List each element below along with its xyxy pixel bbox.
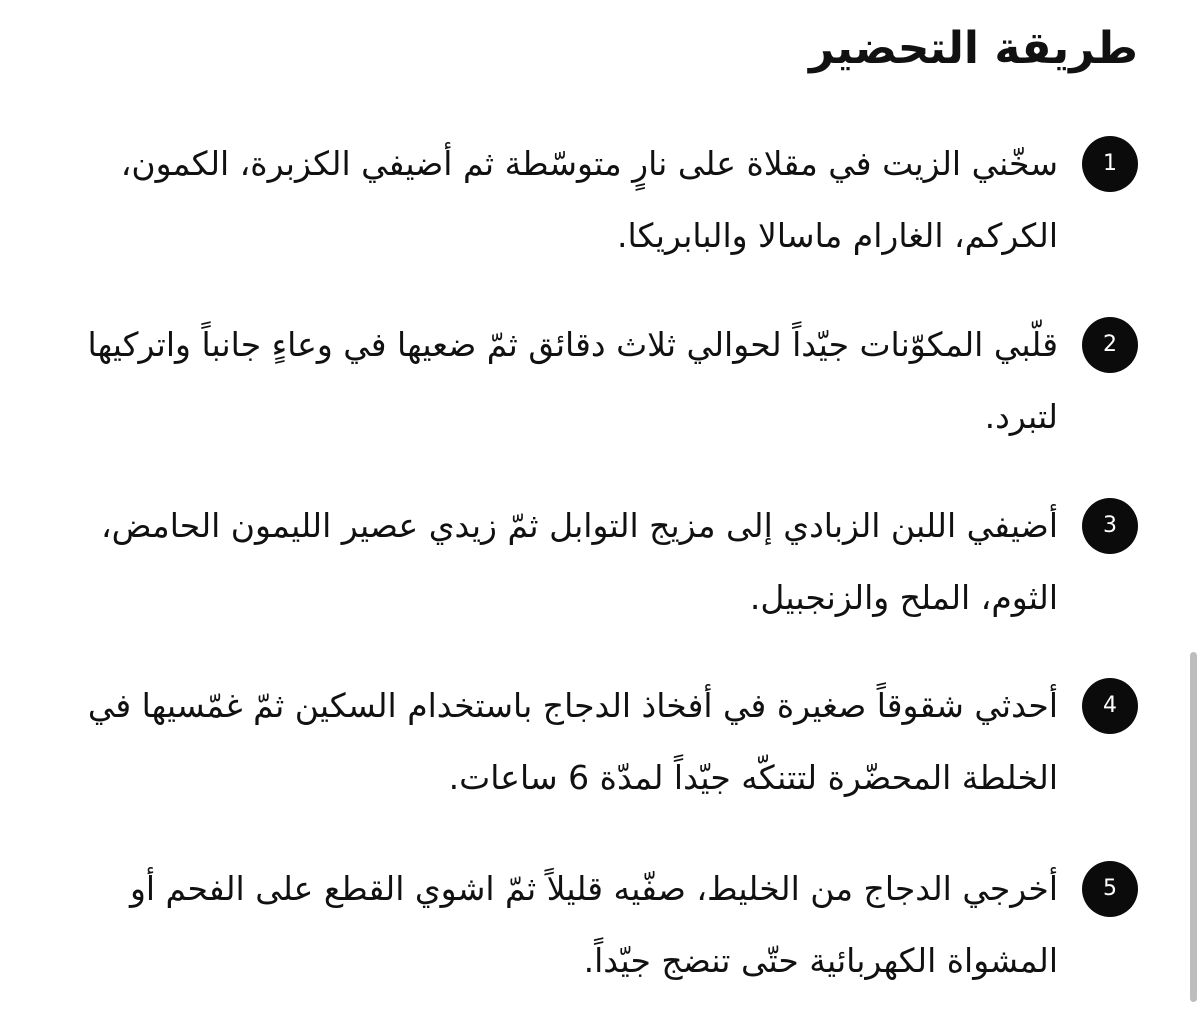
step-number-badge-4: 4 [1082, 678, 1138, 734]
step-instruction-3: أضيفي اللبن الزبادي إلى مزيج التوابل ثمّ زيدي عصير الليمون الحامض، الثوم، الملح والزنجبيل. [100, 506, 1058, 617]
preparation-step-5 [68, 853, 1138, 999]
step-number-badge-5: 5 [1082, 861, 1138, 917]
preparation-step-2 [68, 309, 1138, 455]
preparation-step-1 [68, 128, 1138, 274]
step-instruction-2: قلّبي المكوّنات جيّداً لحوالي ثلاث دقائق ثمّ ضعيها في وعاءٍ جانباً واتركيها لتبرد. [87, 325, 1058, 436]
step-number-badge-2: 2 [1082, 317, 1138, 373]
preparation-heading: طريقة التحضير [809, 23, 1138, 74]
step-instruction-4: أحدثي شقوقاً صغيرة في أفخاذ الدجاج باستخدام السكين ثمّ غمّسيها في الخلطة المحضّرة لتتنكّه جيّداً لمدّة 6 ساعات. [87, 686, 1058, 797]
preparation-step-4 [68, 670, 1138, 816]
step-number-badge-1: 1 [1082, 136, 1138, 192]
step-instruction-5: أخرجي الدجاج من الخليط، صفّيه قليلاً ثمّ اشوي القطع على الفحم أو المشواة الكهربائية حتّى تنضج جيّداً. [129, 869, 1058, 980]
step-number-badge-3: 3 [1082, 498, 1138, 554]
step-instruction-1: سخّني الزيت في مقلاة على نارٍ متوسّطة ثم أضيفي الكزبرة، الكمون، الكركم، الغارام ماسالا والبابريكا. [120, 144, 1058, 255]
scrollbar-thumb[interactable] [1190, 652, 1197, 1002]
preparation-step-3 [68, 490, 1138, 636]
vertical-scrollbar[interactable] [1188, 0, 1200, 1010]
